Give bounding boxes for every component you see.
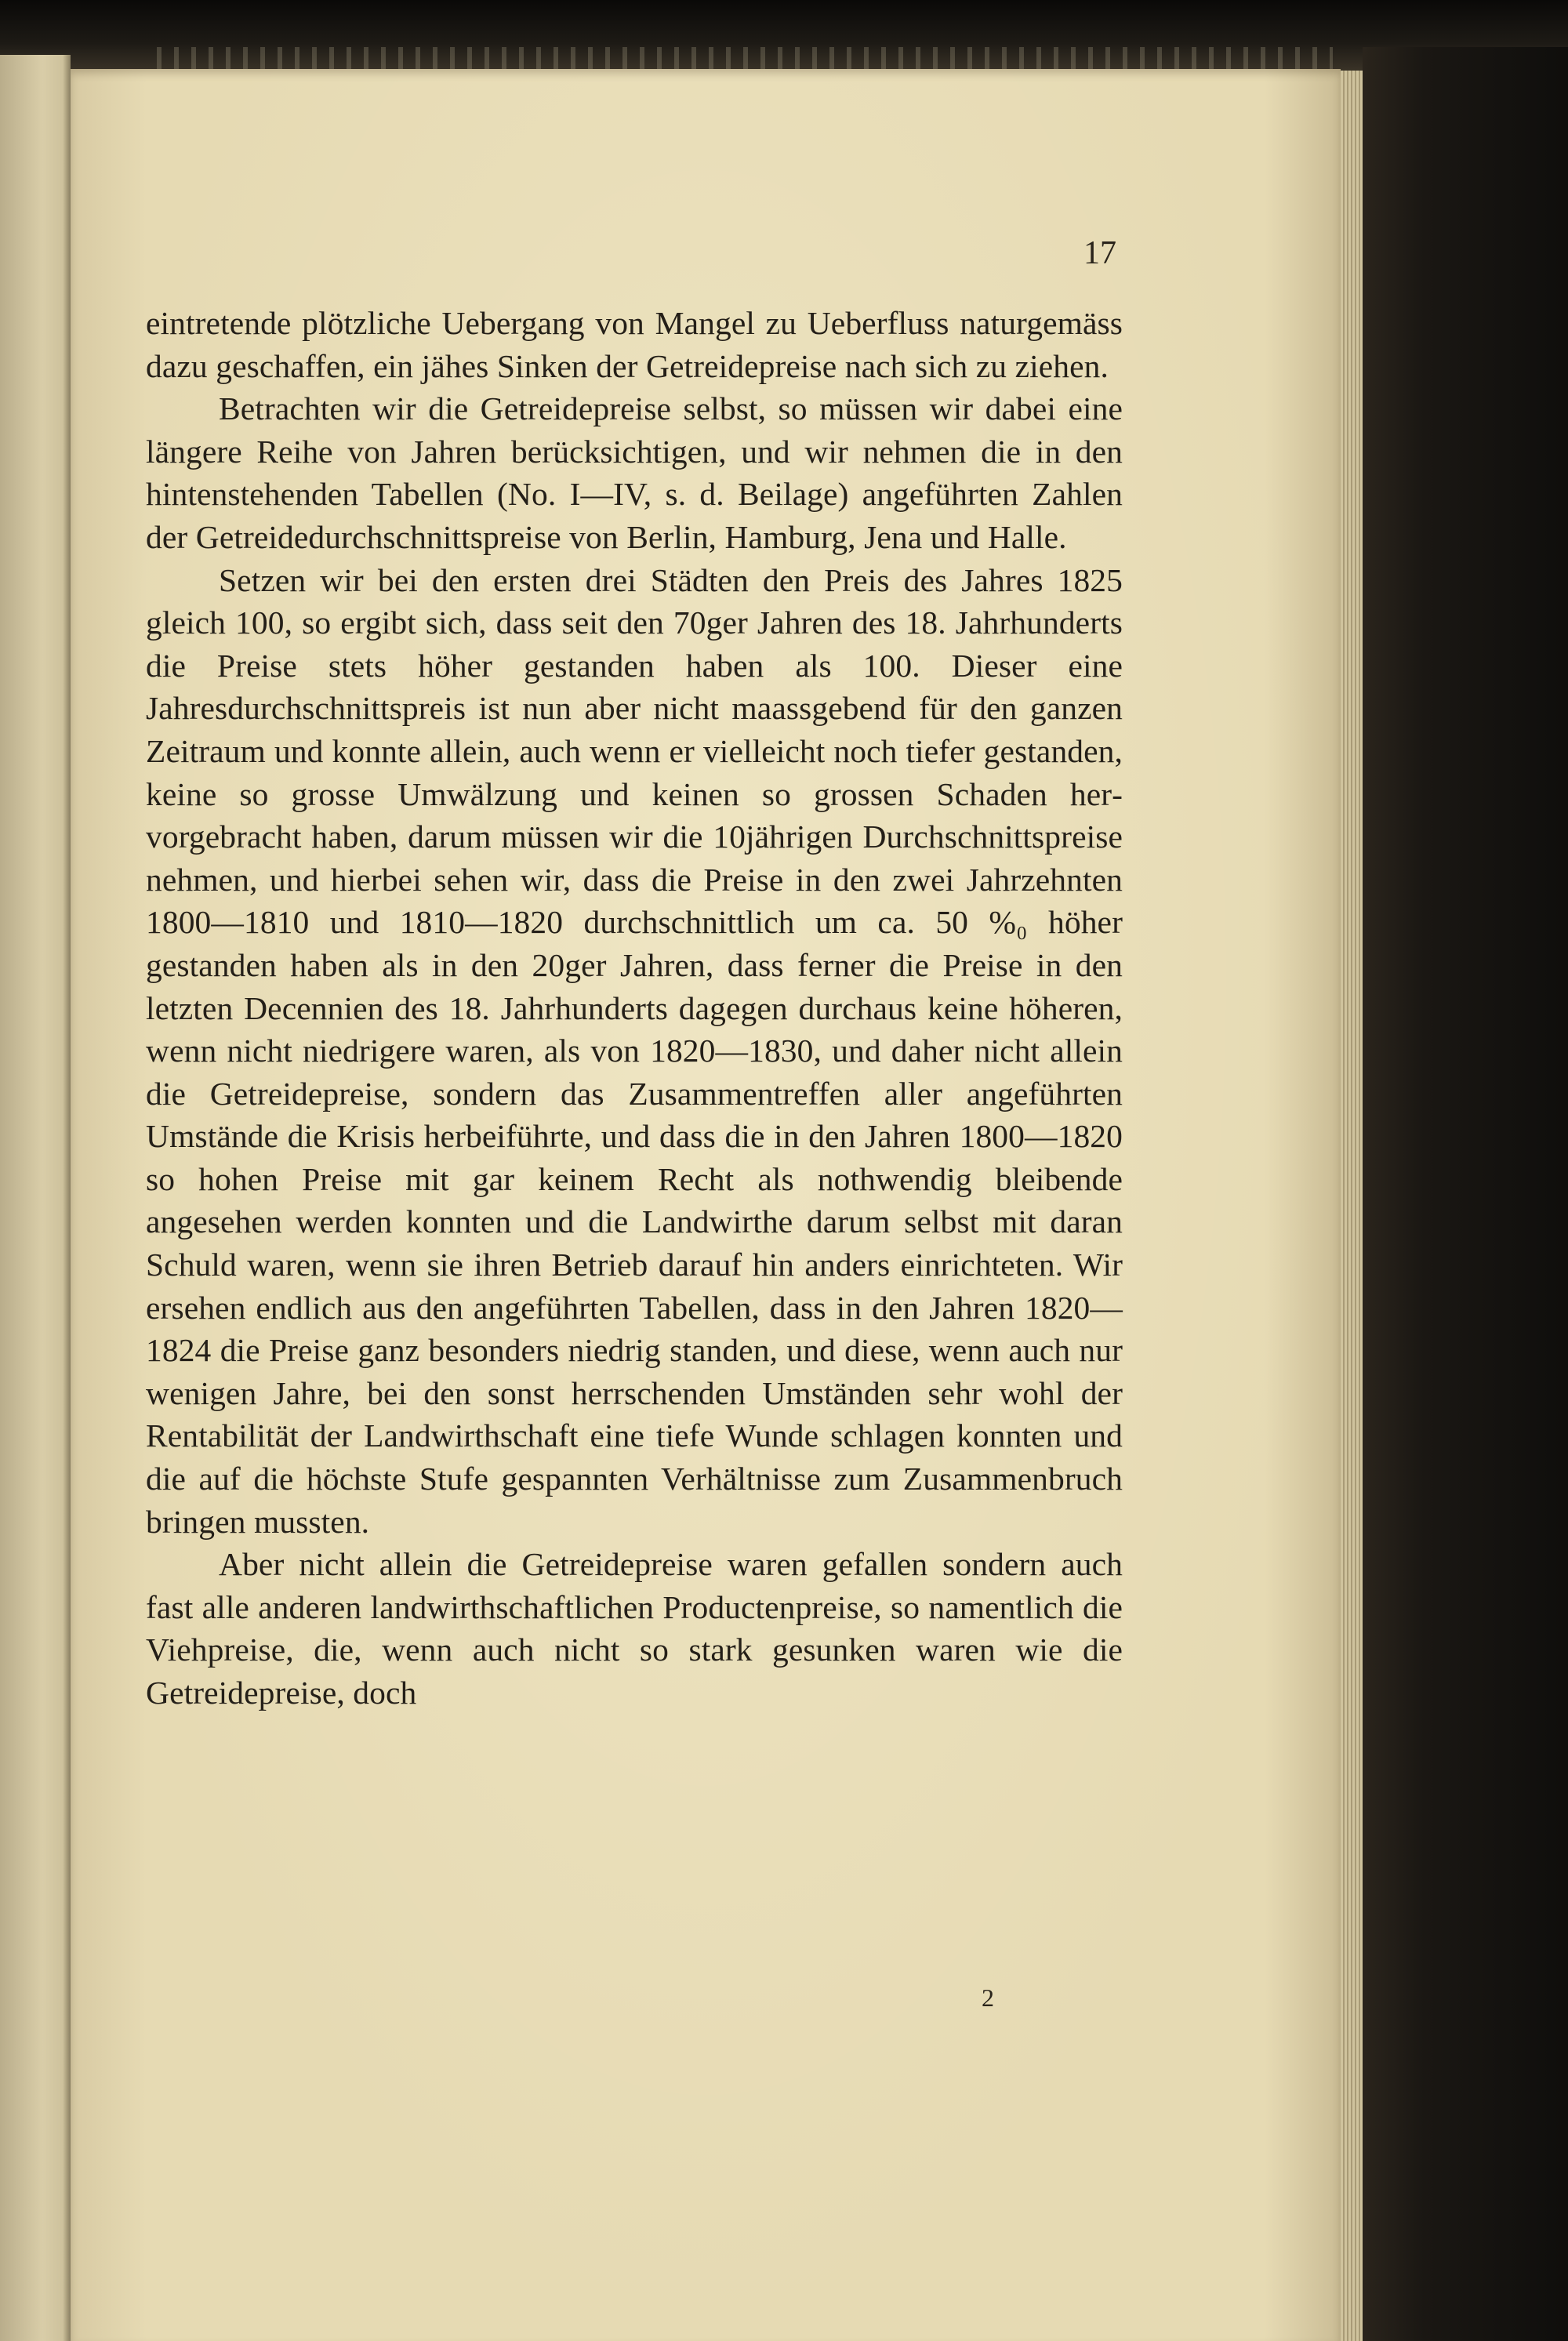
paragraph-3: Setzen wir bei den ersten drei Städten den Preis des Jahres 1825 gleich 100, so ergibt sich, dass seit den 70ger Jahren des 18. Jahrhunderts die Preise stets höher gestanden haben als 100. Dieser eine Jahresdurchschnittspreis ist nun aber nicht maassgebend für den ganzen Zeitraum und konnte allein, auch wenn er vielleicht noch tiefer gestanden, keine so grosse Umwälzung und keinen so grossen Schaden hervorgebracht haben, darum müssen wir die 10jährigen Durchschnittspreise nehmen, und hierbei sehen wir, dass die Preise in den zwei Jahrzehnten 1800—1810 und 1810—1820 durchschnittlich um ca. 50 %₀ höher gestanden haben als in den 20ger Jahren, dass ferner die Preise in den letzten Decennien des 18. Jahrhunderts dagegen durchaus keine höheren, wenn nicht niedrigere waren, als von 1820—1830, und daher nicht allein die Getreidepreise, sondern das Zusammentreffen aller angeführten Umstände die Krisis herbeiführte, und dass die in den Jahren 1800—1820 so hohen Preise mit gar keinem Recht als nothwendig bleibende angesehen werden konnten und die Landwirthe darum selbst mit daran Schuld waren, wenn sie ihren Betrieb darauf hin anders einrichteten. Wir ersehen endlich aus den angeführten Tabellen, dass in den Jahren 1820—1824 die Preise ganz besonders niedrig standen, und diese, wenn auch nur wenigen Jahre, bei den sonst herrschenden Umständen sehr wohl der Rentabilität der Landwirthschaft eine tiefe Wunde schlagen konnten und die auf die höchste Stufe gespannten Verhältnisse zum Zusammenbruch bringen mussten. xyxy=(146,561,1123,1540)
body-text xyxy=(146,302,1123,1715)
top-binding-edge xyxy=(0,0,1568,72)
page-number: 17 xyxy=(1083,235,1116,271)
paragraph-4: Aber nicht allein die Getreidepreise waren gefallen sondern auch fast alle anderen landwirthschaftlichen Productenpreise, so namentlich die Viehpreise, die, wenn auch nicht so stark gesunken waren wie die Getreidepreise, doch xyxy=(146,1546,1123,1711)
signature-mark: 2 xyxy=(982,1983,994,2012)
book-cover-edge xyxy=(1363,47,1568,2341)
paragraph-2: Betrachten wir die Getreidepreise selbst, so müssen wir dabei eine längere Reihe von Jahren berücksichtigen, und wir nehmen die in den hintenstehenden Tabellen (No. I—IV, s. d. Beilage) angeführten Zahlen der Getreidedurchschnittspreise von Berlin, Hamburg, Jena und Halle. xyxy=(146,390,1123,555)
previous-page-edge xyxy=(0,55,71,2341)
paragraph-1: eintretende plötzliche Uebergang von Mangel zu Ueberfluss naturgemäss dazu geschaffen, ein jähes Sinken der Getreidepreise nach sich zu ziehen. xyxy=(146,305,1123,384)
page-stack-edge xyxy=(1341,71,1363,2341)
